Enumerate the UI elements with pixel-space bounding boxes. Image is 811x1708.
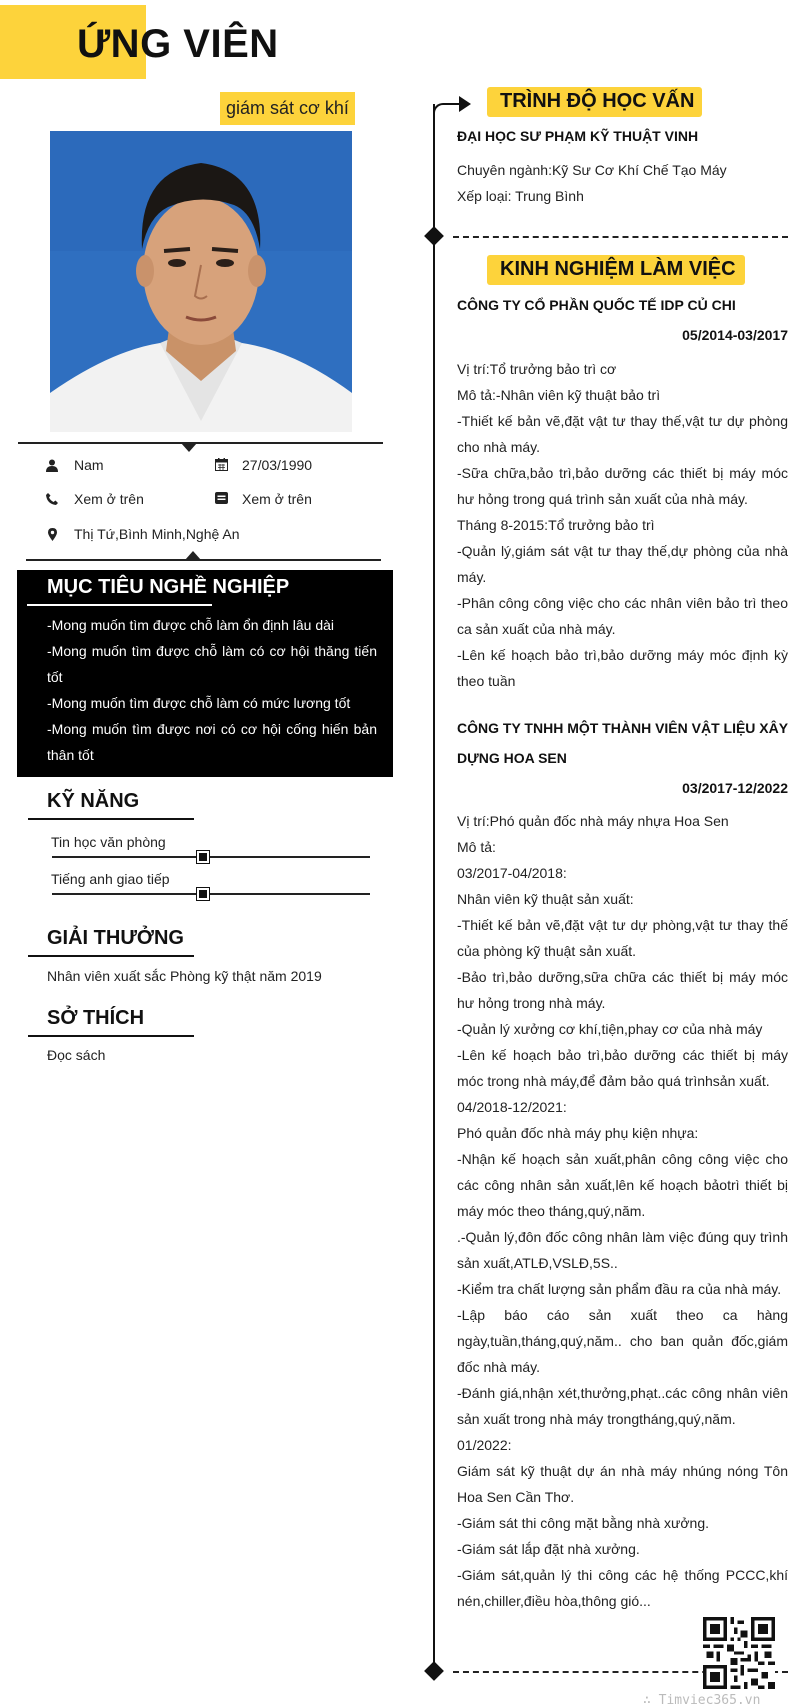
timeline-diamond [424,226,444,246]
goal-line: -Mong muốn tìm được chỗ làm ổn định lâu dài [47,617,335,633]
phone-value: Xem ở trên [74,491,144,507]
job-line: -Đánh giá,nhận xét,thưởng,phạt..các công nhân viên sản xuất trong nhà máy trongtháng,quý,năm. [457,1385,788,1427]
education-major: Chuyên ngành:Kỹ Sư Cơ Khí Chế Tạo Máy [457,162,727,178]
goal-line: -Mong muốn tìm được nơi có cơ hội cống hiến bản thân tốt [47,721,377,763]
email-icon [213,490,229,506]
job-line: Vị trí:Phó quản đốc nhà máy nhựa Hoa Sen [457,813,729,829]
skill-bar [52,893,370,895]
career-goal-title: MỤC TIÊU NGHỀ NGHIỆP [47,576,290,598]
user-icon [44,457,60,473]
job-line: Phó quản đốc nhà máy phụ kiện nhựa: [457,1125,699,1141]
job-line: -Lên kế hoạch bảo trì,bảo dưỡng máy móc định kỳ theo tuần [457,647,788,689]
skill-label: Tiếng anh giao tiếp [51,871,170,887]
candidate-photo [50,131,352,432]
job-line: 04/2018-12/2021: [457,1099,567,1115]
job-company: CÔNG TY CỔ PHẦN QUỐC TẾ IDP CỦ CHI [457,297,736,313]
map-marker-icon [44,526,60,542]
job-line: Giám sát kỹ thuật dự án nhà máy nhúng nóng Tôn Hoa Sen Cần Thơ. [457,1463,788,1505]
job-line: -Quản lý xưởng cơ khí,tiện,phay cơ của nhà máy [457,1021,763,1037]
job-line: -Lập báo cáo sản xuất theo ca hàng ngày,tuần,tháng,quý,năm.. cho ban quản đốc,giám đốc nhà máy. [457,1307,788,1375]
divider-top [18,442,383,444]
job-period: 03/2017-12/2022 [682,780,788,796]
job-line: -Lên kế hoạch bảo trì,bảo dưỡng các thiết bị máy móc trong nhà máy,để đảm bảo quá trìnhsản xuất. [457,1047,788,1089]
candidate-name: ỨNG VIÊN [77,22,279,66]
career-goal-text [47,612,377,768]
career-goal-section [17,570,393,777]
job-line: Vị trí:Tổ trưởng bảo trì cơ [457,361,617,377]
awards-title: GIẢI THƯỞNG [47,927,184,949]
skills-underline [28,818,194,820]
job-company: CÔNG TY TNHH MỘT THÀNH VIÊN VẬT LIỆU XÂY DỰNG HOA SEN [457,720,788,766]
gender-value: Nam [74,457,104,473]
job-line: -Bảo trì,bảo dưỡng,sữa chữa các thiết bị máy móc hư hỏng trong nhà máy. [457,969,788,1011]
awards-underline [28,955,194,957]
experience-title: KINH NGHIỆM LÀM VIỆC [500,258,736,280]
job-line: Nhân viên kỹ thuật sản xuất: [457,891,634,907]
career-goal-underline [27,604,212,606]
calendar-icon [213,456,229,472]
skill-level-handle [197,851,209,863]
position-tag: giám sát cơ khí [220,92,355,125]
skill-bar [52,856,370,858]
phone-icon [44,491,60,507]
divider-bottom [26,559,381,561]
job-line: -Sữa chữa,bảo trì,bảo dưỡng các thiết bị máy móc hư hỏng trong quá trình sản xuất của nhà máy. [457,465,788,507]
job-line: -Kiểm tra chất lượng sản phẩm đầu ra của nhà máy. [457,1281,782,1297]
timeline-arrow-icon [459,96,471,112]
divider-top-pointer [181,443,197,452]
timeline-dashed-divider [453,236,788,238]
skill-level-handle [197,888,209,900]
education-title: TRÌNH ĐỘ HỌC VẤN [500,90,695,112]
email-value: Xem ở trên [242,491,312,507]
job-line: -Giám sát lắp đặt nhà xưởng. [457,1541,640,1557]
education-school: ĐẠI HỌC SƯ PHẠM KỸ THUẬT VINH [457,128,699,144]
job-line: -Thiết kế bản vẽ,đặt vật tư thay thế,vật tư dự phòng cho nhà máy. [457,413,788,455]
qr-code-icon [703,1617,775,1689]
address-value: Thị Tứ,Bình Minh,Nghệ An [74,526,240,542]
job-line: -Giám sát,quản lý thi công các hệ thống PCCC,khí nén,chiller,điều hòa,thông gió... [457,1567,788,1609]
job-line: -Thiết kế bản vẽ,đặt vật tư dự phòng,vật tư thay thế của phòng kỹ thuật sản xuất. [457,917,788,959]
job-line: -Quản lý,giám sát vật tư thay thế,dự phòng của nhà máy. [457,543,788,585]
job-description [457,808,788,1614]
job-line: Tháng 8-2015:Tổ trưởng bảo trì [457,517,655,533]
awards-text: Nhân viên xuất sắc Phòng kỹ thật năm 2019 [47,968,322,984]
job-line: -Nhận kế hoạch sản xuất,phân công công việc cho các công nhân sản xuất,lên kế hoạch bảotrì thiết bị máy móc theo tháng,quý,năm. [457,1151,788,1219]
job-line: Mô tả:-Nhân viên kỹ thuật bảo trì [457,387,661,403]
skill-label: Tin học văn phòng [51,834,166,850]
job-line: Mô tả: [457,839,496,855]
job-period: 05/2014-03/2017 [682,327,788,343]
timeline-diamond [424,1661,444,1681]
job-line: -Giám sát thi công mặt bằng nhà xưởng. [457,1515,710,1531]
timeline-hook [433,103,459,117]
birthdate-value: 27/03/1990 [242,457,313,473]
job-line: 01/2022: [457,1437,512,1453]
hobbies-text: Đọc sách [47,1047,106,1063]
job-line: 03/2017-04/2018: [457,865,567,881]
job-description [457,356,788,694]
hobbies-title: SỞ THÍCH [47,1007,145,1029]
divider-bottom-pointer [185,551,201,560]
goal-line: -Mong muốn tìm được chỗ làm có cơ hội thăng tiến tốt [47,643,377,685]
skills-title: KỸ NĂNG [47,790,140,812]
education-rank: Xếp loại: Trung Bình [457,188,584,204]
hobbies-underline [28,1035,194,1037]
timeline-line [433,104,435,1678]
watermark: ∴ Timviec365.vn [643,1693,761,1708]
job-line: .-Quản lý,đôn đốc công nhân làm việc đúng quy trình sản xuất,ATLĐ,VSLĐ,5S.. [457,1229,788,1271]
job-line: -Phân công công việc cho các nhân viên bảo trì theo ca sản xuất của nhà máy. [457,595,788,637]
goal-line: -Mong muốn tìm được chỗ làm có mức lương tốt [47,695,351,711]
